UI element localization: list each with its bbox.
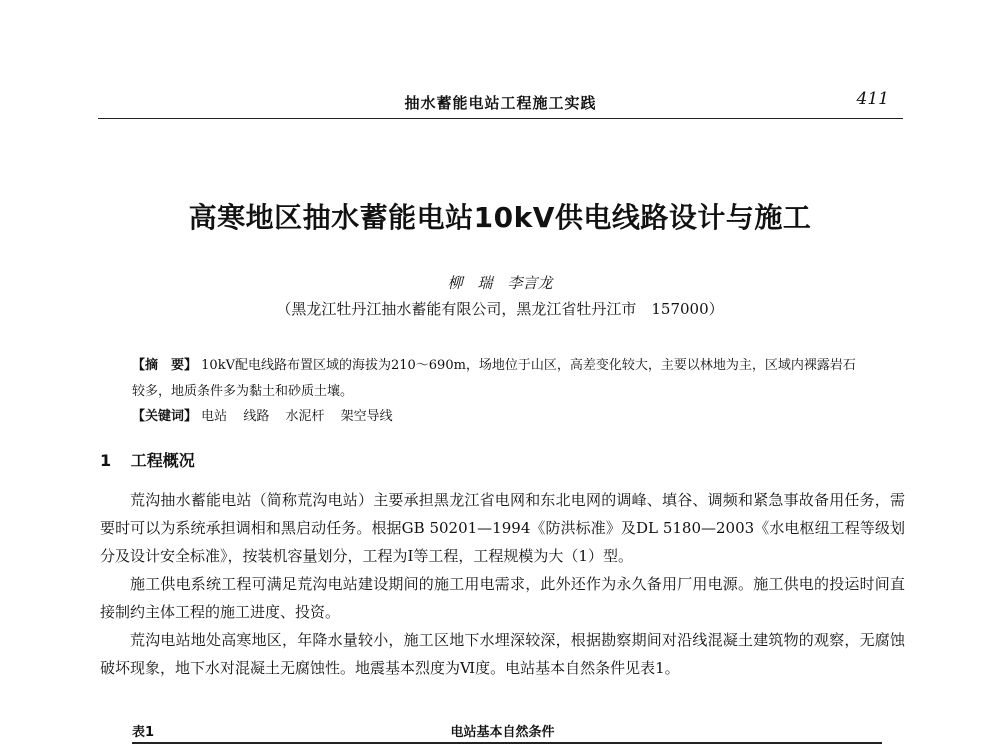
keyword: 水泥杆 <box>285 409 325 424</box>
body-paragraph: 施工供电系统工程可满足荒沟电站建设期间的施工用电需求，此外还作为永久备用厂用电源。施工供电的投运时间直接制约主体工程的施工进度、投资。 <box>100 575 905 621</box>
section-heading <box>100 448 195 471</box>
table-top-rule <box>132 742 882 748</box>
section-title: 工程概况 <box>130 451 195 470</box>
keyword: 电站 <box>201 409 228 424</box>
section-number: 1 <box>100 451 112 470</box>
keywords <box>132 406 867 428</box>
keyword: 线路 <box>243 409 270 424</box>
table-caption <box>100 718 905 740</box>
abstract <box>132 353 867 405</box>
paper-title: 高寒地区抽水蓄能电站10kV供电线路设计与施工 <box>188 201 812 234</box>
keywords-label: 【关键词】 <box>132 409 198 424</box>
running-header <box>98 84 903 119</box>
affiliation: （黑龙江牡丹江抽水蓄能有限公司，黑龙江省牡丹江市 157000） <box>276 300 724 318</box>
table-title: 电站基本自然条件 <box>450 725 555 740</box>
table-label: 表1 <box>132 725 155 740</box>
authors: 柳 瑞 李言龙 <box>447 274 553 292</box>
abstract-label: 【摘 要】 <box>132 358 198 373</box>
keyword: 架空导线 <box>340 409 393 424</box>
body-paragraph: 荒沟抽水蓄能电站（简称荒沟电站）主要承担黑龙江省电网和东北电网的调峰、填谷、调频和紧急事故备用任务，需要时可以为系统承担调相和黑启动任务。根据GB 50201—1994《防洪标准》及DL 5180—2003《水电枢纽工程等级划分及设计安全标准》，按装机容量划分，工程为Ⅰ等工程，工程规模为大（1）型。 <box>100 491 905 565</box>
body-paragraph: 荒沟电站地处高寒地区，年降水量较小，施工区地下水埋深较深，根据勘察期间对沿线混凝土建筑物的观察，无腐蚀破坏现象，地下水对混凝土无腐蚀性。地震基本烈度为Ⅵ度。电站基本自然条件见表1。 <box>100 631 905 677</box>
running-title: 抽水蓄能电站工程施工实践 <box>404 94 597 112</box>
abstract-text: 10kV配电线路布置区域的海拔为210～690m，场地位于山区，高差变化较大，主要以林地为主，区域内裸露岩石较多，地质条件多为黏土和砂质土壤。 <box>132 358 856 399</box>
page-number: 411 <box>856 89 889 109</box>
section-body <box>100 486 905 682</box>
